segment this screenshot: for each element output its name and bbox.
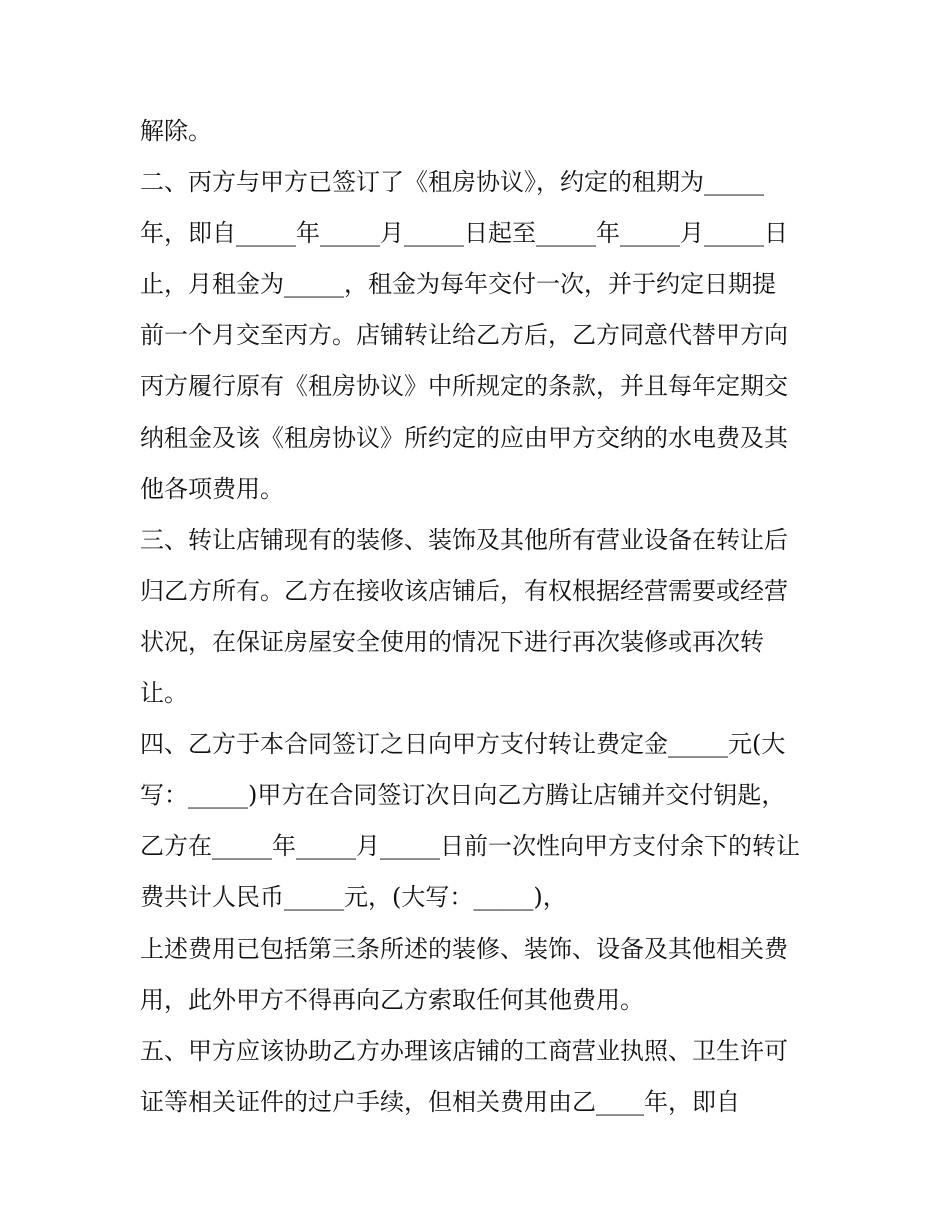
text-line: 前一个月交至丙方。店铺转让给乙方后，乙方同意代替甲方向 [140, 321, 788, 350]
text-line: 他各项费用。 [140, 474, 284, 503]
text-line: 乙方在_____年_____月_____日前一次性向甲方支付余下的转让 [140, 832, 800, 861]
text-line: 解除。 [140, 117, 212, 145]
text-line: 上述费用已包括第三条所述的装修、装饰、设备及其他相关费 [140, 934, 788, 963]
text-line: 归乙方所有。乙方在接收该店铺后，有权根据经营需要或经营 [140, 576, 788, 605]
text-line: 年，即自_____年_____月_____日起至_____年_____月_____日 [140, 219, 788, 248]
text-line: 写：_____)甲方在合同签订次日向乙方腾让店铺并交付钥匙， [140, 781, 786, 810]
text-line: 五、甲方应该协助乙方办理该店铺的工商营业执照、卫生许可 [140, 1036, 788, 1065]
text-line: 状况，在保证房屋安全使用的情况下进行再次装修或再次转 [140, 627, 764, 656]
text-line: 四、乙方于本合同签订之日向甲方支付转让费定金_____元(大 [140, 730, 786, 759]
text-line: 丙方履行原有《租房协议》中所规定的条款，并且每年定期交 [140, 372, 788, 401]
text-line: 纳租金及该《租房协议》所约定的应由甲方交纳的水电费及其 [140, 423, 788, 452]
text-line: 止，月租金为_____，租金为每年交付一次，并于约定日期提 [140, 270, 776, 299]
text-line: 用，此外甲方不得再向乙方索取任何其他费用。 [140, 985, 644, 1014]
text-line: 费共计人民币_____元，(大写：_____)， [140, 883, 567, 912]
text-line: 三、转让店铺现有的装修、装饰及其他所有营业设备在转让后 [140, 525, 788, 554]
text-line: 证等相关证件的过户手续，但相关费用由乙____年，即自 [140, 1087, 740, 1116]
contract-body-text [140, 106, 820, 1128]
text-line: 二、丙方与甲方已签订了《租房协议》，约定的租期为_____ [140, 168, 764, 197]
text-line: 让。 [140, 679, 188, 708]
